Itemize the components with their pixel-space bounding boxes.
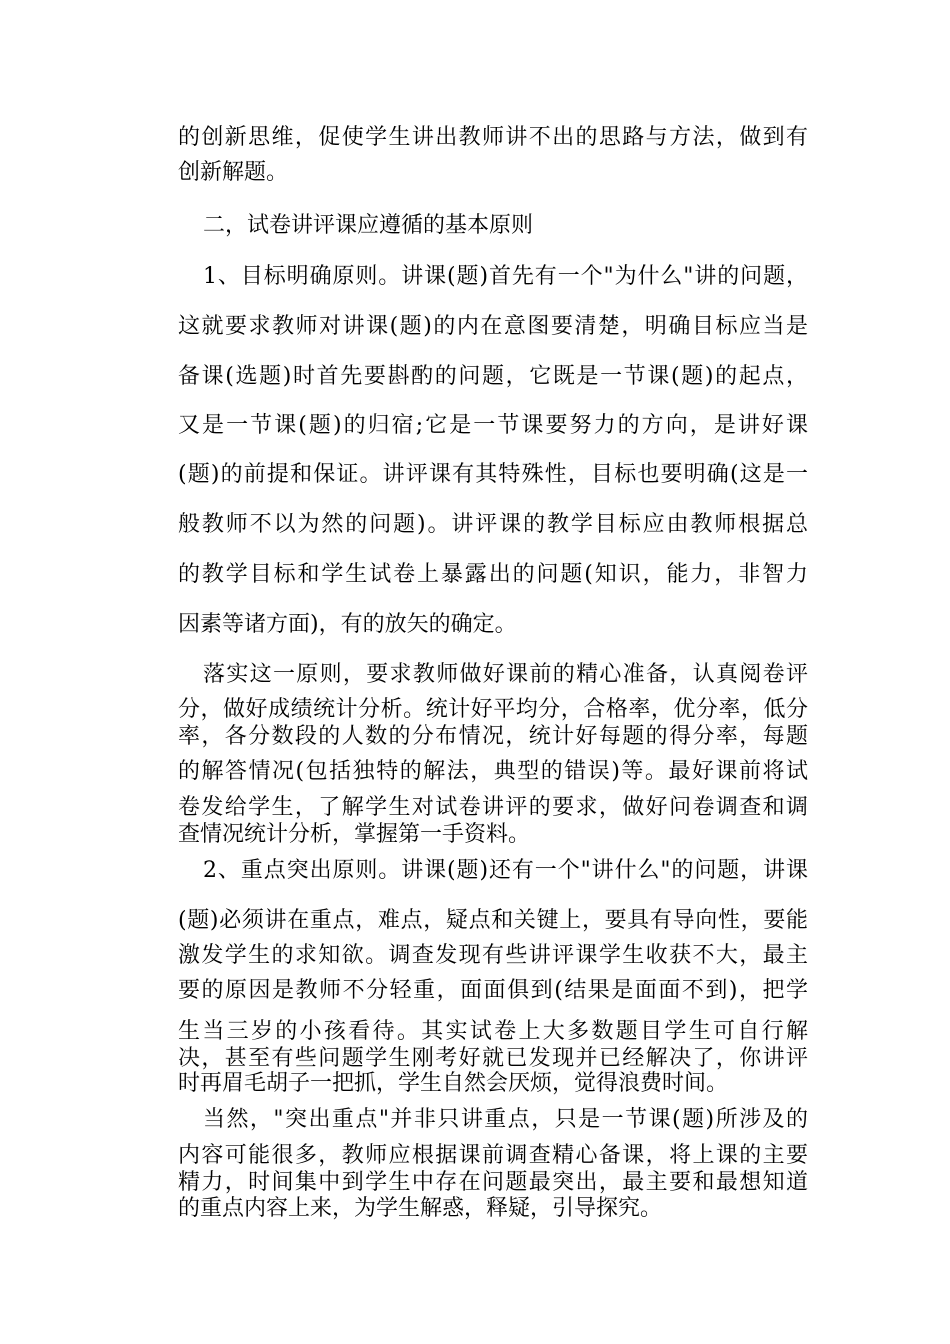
text-line: 精力，时间集中到学生中存在问题最突出，最主要和最想知道 <box>178 1170 808 1195</box>
text-line: 又是一节课(题)的归宿;它是一节课要努力的方向，是讲好课 <box>178 413 808 438</box>
text-line: 落实这一原则，要求教师做好课前的精心准备，认真阅卷评 <box>203 662 808 687</box>
text-line: 时再眉毛胡子一把抓，学生自然会厌烦，觉得浪费时间。 <box>178 1071 729 1096</box>
text-line: 的解答情况(包括独特的解法，典型的错误)等。最好课前将试 <box>178 759 808 784</box>
text-line: 生当三岁的小孩看待。其实试卷上大多数题目学生可自行解 <box>178 1019 808 1044</box>
text-line: 当然，"突出重点"并非只讲重点，只是一节课(题)所涉及的 <box>203 1107 808 1132</box>
text-line: 激发学生的求知欲。调查发现有些讲评课学生收获不大，最主 <box>178 943 808 968</box>
text-line: 决，甚至有些问题学生刚考好就已发现并已经解决了，你讲评 <box>178 1046 808 1071</box>
text-line: (题)的前提和保证。讲评课有其特殊性，目标也要明确(这是一 <box>178 462 808 487</box>
text-line: (题)必须讲在重点，难点，疑点和关键上，要具有导向性，要能 <box>178 908 808 933</box>
text-line: 般教师不以为然的问题)。讲评课的教学目标应由教师根据总 <box>178 512 808 537</box>
text-line: 2、重点突出原则。讲课(题)还有一个"讲什么"的问题，讲课 <box>203 858 808 883</box>
text-line: 1、目标明确原则。讲课(题)首先有一个"为什么"讲的问题， <box>203 264 808 289</box>
text-line: 率，各分数段的人数的分布情况，统计好每题的得分率，每题 <box>178 724 808 749</box>
section-heading: 二，试卷讲评课应遵循的基本原则 <box>203 213 534 238</box>
text-line: 因素等诸方面)，有的放矢的确定。 <box>178 612 517 637</box>
text-line: 要的原因是教师不分轻重，面面俱到(结果是面面不到)，把学 <box>178 978 808 1003</box>
text-line: 这就要求教师对讲课(题)的内在意图要清楚，明确目标应当是 <box>178 314 808 339</box>
text-line: 内容可能很多，教师应根据课前调查精心备课，将上课的主要 <box>178 1143 808 1168</box>
text-line: 卷发给学生，了解学生对试卷讲评的要求，做好问卷调查和调 <box>178 795 808 820</box>
text-line: 的创新思维，促使学生讲出教师讲不出的思路与方法，做到有 <box>178 125 808 150</box>
text-line: 的重点内容上来，为学生解惑，释疑，引导探究。 <box>178 1196 663 1221</box>
text-line: 分，做好成绩统计分析。统计好平均分，合格率，优分率，低分 <box>178 697 808 722</box>
text-line: 的教学目标和学生试卷上暴露出的问题(知识，能力，非智力 <box>178 562 808 587</box>
text-line: 查情况统计分析，掌握第一手资料。 <box>178 822 531 847</box>
text-line: 备课(选题)时首先要斟酌的问题，它既是一节课(题)的起点， <box>178 364 808 389</box>
text-line: 创新解题。 <box>178 160 289 185</box>
